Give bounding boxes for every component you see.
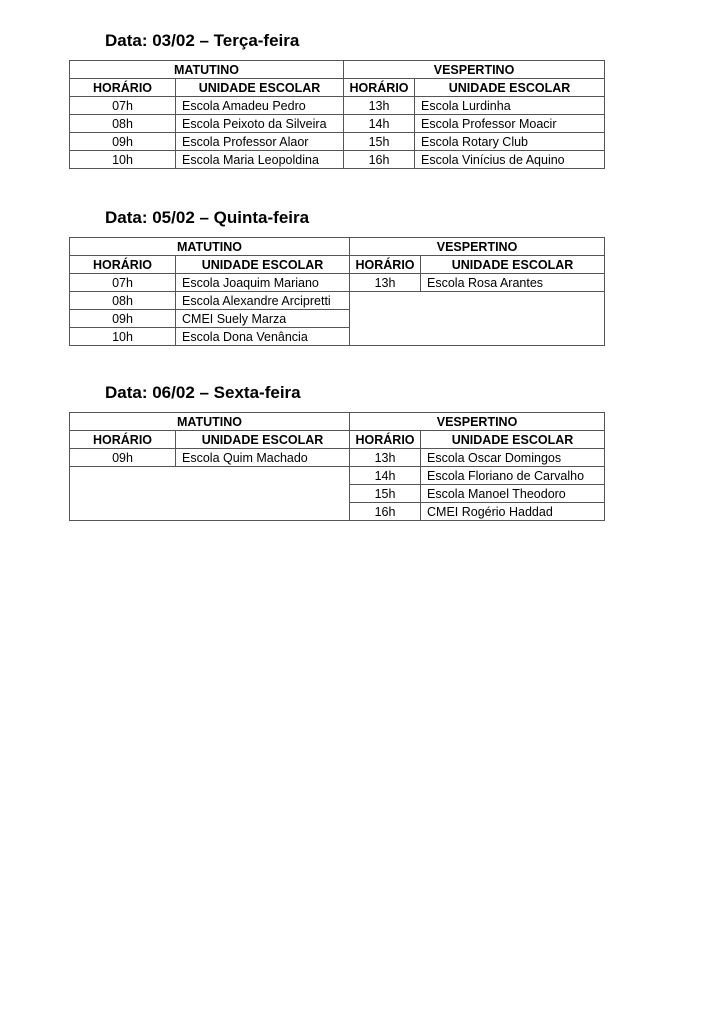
table-row [70, 467, 605, 485]
table-row [70, 115, 605, 133]
time-cell: 08h [70, 115, 176, 133]
time-cell: 09h [70, 133, 176, 151]
time-cell: 09h [70, 310, 176, 328]
time-cell: 07h [70, 97, 176, 115]
school-cell: Escola Peixoto da Silveira [176, 115, 344, 133]
school-cell: Escola Quim Machado [176, 449, 350, 467]
school-cell: Escola Manoel Theodoro [421, 485, 605, 503]
horario-header: HORÁRIO [70, 79, 176, 97]
horario-header: HORÁRIO [350, 256, 421, 274]
time-cell: 15h [344, 133, 415, 151]
matutino-header: MATUTINO [70, 238, 350, 256]
table-row [70, 97, 605, 115]
unidade-header: UNIDADE ESCOLAR [176, 431, 350, 449]
table-row [70, 133, 605, 151]
section-title: Data: 03/02 – Terça-feira [105, 31, 300, 50]
horario-header: HORÁRIO [70, 431, 176, 449]
school-cell: Escola Rosa Arantes [421, 274, 605, 292]
unidade-header: UNIDADE ESCOLAR [421, 256, 605, 274]
table-row [70, 292, 605, 310]
schedule-table [69, 60, 605, 169]
school-cell: CMEI Suely Marza [176, 310, 350, 328]
unidade-header: UNIDADE ESCOLAR [421, 431, 605, 449]
school-cell: Escola Professor Alaor [176, 133, 344, 151]
time-cell: 14h [344, 115, 415, 133]
school-cell: Escola Oscar Domingos [421, 449, 605, 467]
time-cell: 14h [350, 467, 421, 485]
time-cell: 16h [344, 151, 415, 169]
table-row [70, 449, 605, 467]
vespertino-header: VESPERTINO [344, 61, 605, 79]
school-cell: Escola Lurdinha [415, 97, 605, 115]
time-cell: 15h [350, 485, 421, 503]
table-row [70, 151, 605, 169]
time-cell: 16h [350, 503, 421, 521]
school-cell: Escola Professor Moacir [415, 115, 605, 133]
school-cell: Escola Vinícius de Aquino [415, 151, 605, 169]
matutino-header: MATUTINO [70, 61, 344, 79]
vespertino-header: VESPERTINO [350, 238, 605, 256]
school-cell: Escola Maria Leopoldina [176, 151, 344, 169]
horario-header: HORÁRIO [350, 431, 421, 449]
time-cell: 13h [350, 449, 421, 467]
section-title: Data: 06/02 – Sexta-feira [105, 383, 301, 402]
unidade-header: UNIDADE ESCOLAR [176, 256, 350, 274]
time-cell: 08h [70, 292, 176, 310]
table-row [70, 274, 605, 292]
empty-cell [350, 292, 605, 346]
unidade-header: UNIDADE ESCOLAR [415, 79, 605, 97]
horario-header: HORÁRIO [70, 256, 176, 274]
section-title: Data: 05/02 – Quinta-feira [105, 208, 310, 227]
school-cell: Escola Joaquim Mariano [176, 274, 350, 292]
time-cell: 13h [350, 274, 421, 292]
school-cell: Escola Amadeu Pedro [176, 97, 344, 115]
school-cell: Escola Dona Venância [176, 328, 350, 346]
schedule-table [69, 237, 605, 346]
school-cell: Escola Rotary Club [415, 133, 605, 151]
time-cell: 07h [70, 274, 176, 292]
time-cell: 10h [70, 151, 176, 169]
schedule-table [69, 412, 605, 521]
school-cell: Escola Floriano de Carvalho [421, 467, 605, 485]
time-cell: 10h [70, 328, 176, 346]
time-cell: 09h [70, 449, 176, 467]
school-cell: Escola Alexandre Arcipretti [176, 292, 350, 310]
matutino-header: MATUTINO [70, 413, 350, 431]
empty-cell [70, 467, 350, 521]
vespertino-header: VESPERTINO [350, 413, 605, 431]
school-cell: CMEI Rogério Haddad [421, 503, 605, 521]
unidade-header: UNIDADE ESCOLAR [176, 79, 344, 97]
time-cell: 13h [344, 97, 415, 115]
horario-header: HORÁRIO [344, 79, 415, 97]
